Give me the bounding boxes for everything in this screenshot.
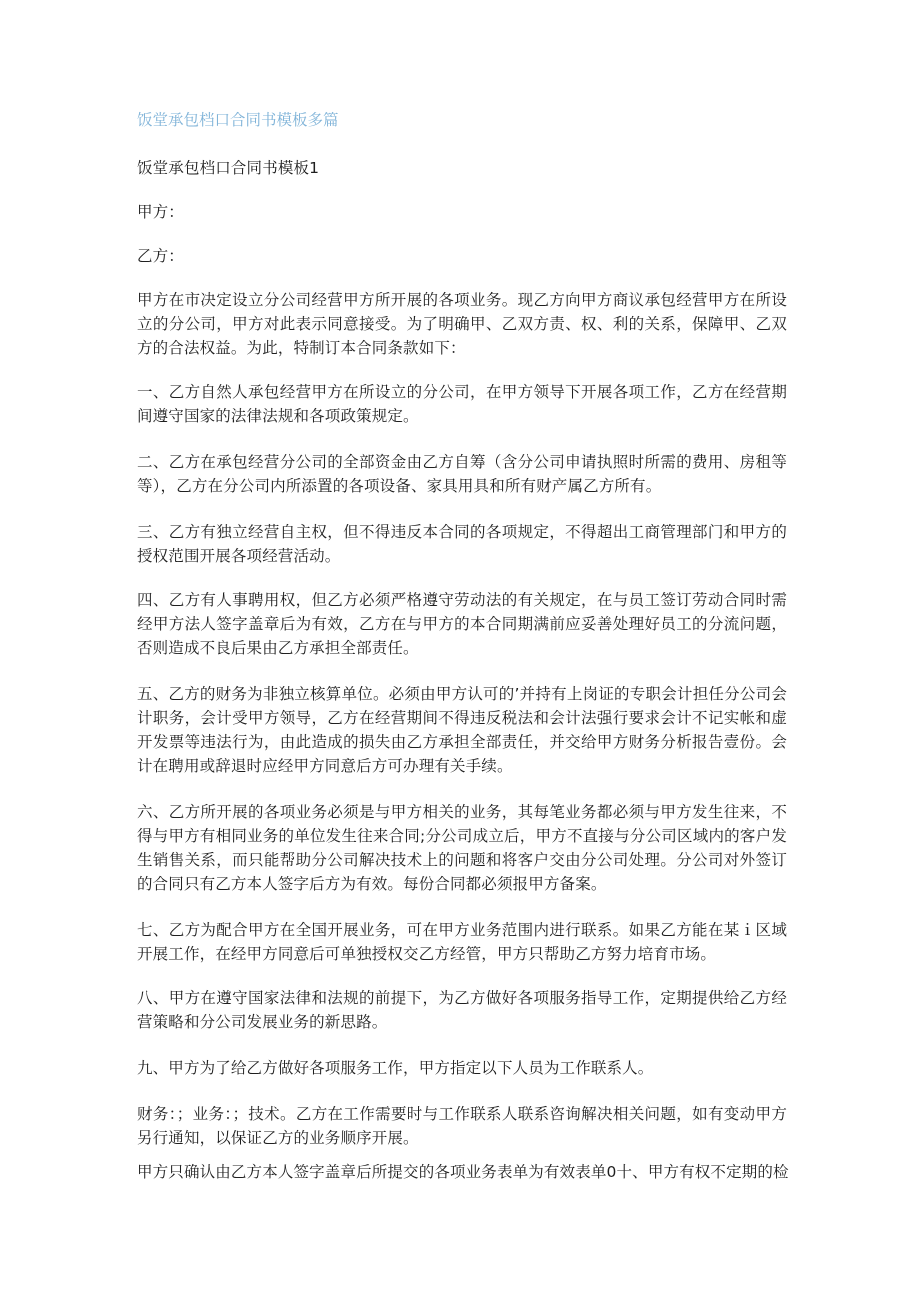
party-a-label: 甲方：: [137, 203, 184, 221]
paragraph-clause-2: 二、乙方在承包经营分公司的全部资金由乙方自筹（含分公司申请执照时所需的费用、房租等等），乙方在分公司内所添置的各项设备、家具用具和所有财产属乙方所有。: [137, 453, 787, 495]
paragraph-clause-9: 九、甲方为了给乙方做好各项服务工作，甲方指定以下人员为工作联系人。: [137, 1059, 654, 1077]
paragraph-intro: 甲方在市决定设立分公司经营甲方所开展的各项业务。现乙方向甲方商议承包经营甲方在所设立的分公司，甲方对此表示同意接受。为了明确甲、乙双方责、权、利的关系，保障甲、乙双方的合法权益。为此，特制订本合同条款如下：: [137, 291, 787, 357]
paragraph-clause-4: 四、乙方有人事聘用权，但乙方必须严格遵守劳动法的有关规定，在与员工签订劳动合同时需经甲方法人签字盖章后为有效，乙方在与甲方的本合同期满前应妥善处理好员工的分流问题，否则造成不良后果由乙方承担全部责任。: [137, 591, 787, 657]
paragraph-clause-3: 三、乙方有独立经营自主权，但不得违反本合同的各项规定，不得超出工商管理部门和甲方的授权范围开展各项经营活动。: [137, 523, 787, 565]
paragraph-clause-10-start: 甲方只确认由乙方本人签字盖章后所提交的各项业务表单为有效表单0十、甲方有权不定期的检: [137, 1163, 789, 1181]
paragraph-clause-1: 一、乙方自然人承包经营甲方在所设立的分公司，在甲方领导下开展各项工作，乙方在经营期间遵守国家的法律法规和各项政策规定。: [137, 383, 787, 425]
paragraph-clause-6: 六、乙方所开展的各项业务必须是与甲方相关的业务，其每笔业务都必须与甲方发生往来，不得与甲方有相同业务的单位发生往来合同;分公司成立后，甲方不直接与分公司区域内的客户发生销售关系，而只能帮助分公司解决技术上的问题和将客户交由分公司处理。分公司对外签订的合同只有乙方本人签字后方为有效。每份合同都必须报甲方备案。: [137, 803, 787, 893]
document-title: 饭堂承包档口合同书模板多篇: [137, 111, 339, 129]
paragraph-clause-5: 五、乙方的财务为非独立核算单位。必须由甲方认可的’并持有上岗证的专职会计担任分公司会计职务，会计受甲方领导，乙方在经营期间不得违反税法和会计法强行要求会计不记实帐和虚开发票等违法行为，由此造成的损失由乙方承担全部责任，并交给甲方财务分析报告壹份。会计在聘用或辞退时应经甲方同意后方可办理有关手续。: [137, 685, 787, 775]
party-b-label: 乙方：: [137, 247, 184, 265]
paragraph-clause-8: 八、甲方在遵守国家法律和法规的前提下，为乙方做好各项服务指导工作，定期提供给乙方经营策略和分公司发展业务的新思路。: [137, 989, 787, 1031]
paragraph-clause-7: 七、乙方为配合甲方在全国开展业务，可在甲方业务范围内进行联系。如果乙方能在某ｉ区域开展工作，在经甲方同意后可单独授权交乙方经管，甲方只帮助乙方努力培育市场。: [137, 921, 787, 963]
document-subtitle: 饭堂承包档口合同书模板1: [137, 159, 320, 177]
paragraph-contacts: 财务：；业务：；技术。乙方在工作需要时与工作联系人联系咨询解决相关问题，如有变动甲方另行通知，以保证乙方的业务顺序开展。: [137, 1105, 787, 1147]
